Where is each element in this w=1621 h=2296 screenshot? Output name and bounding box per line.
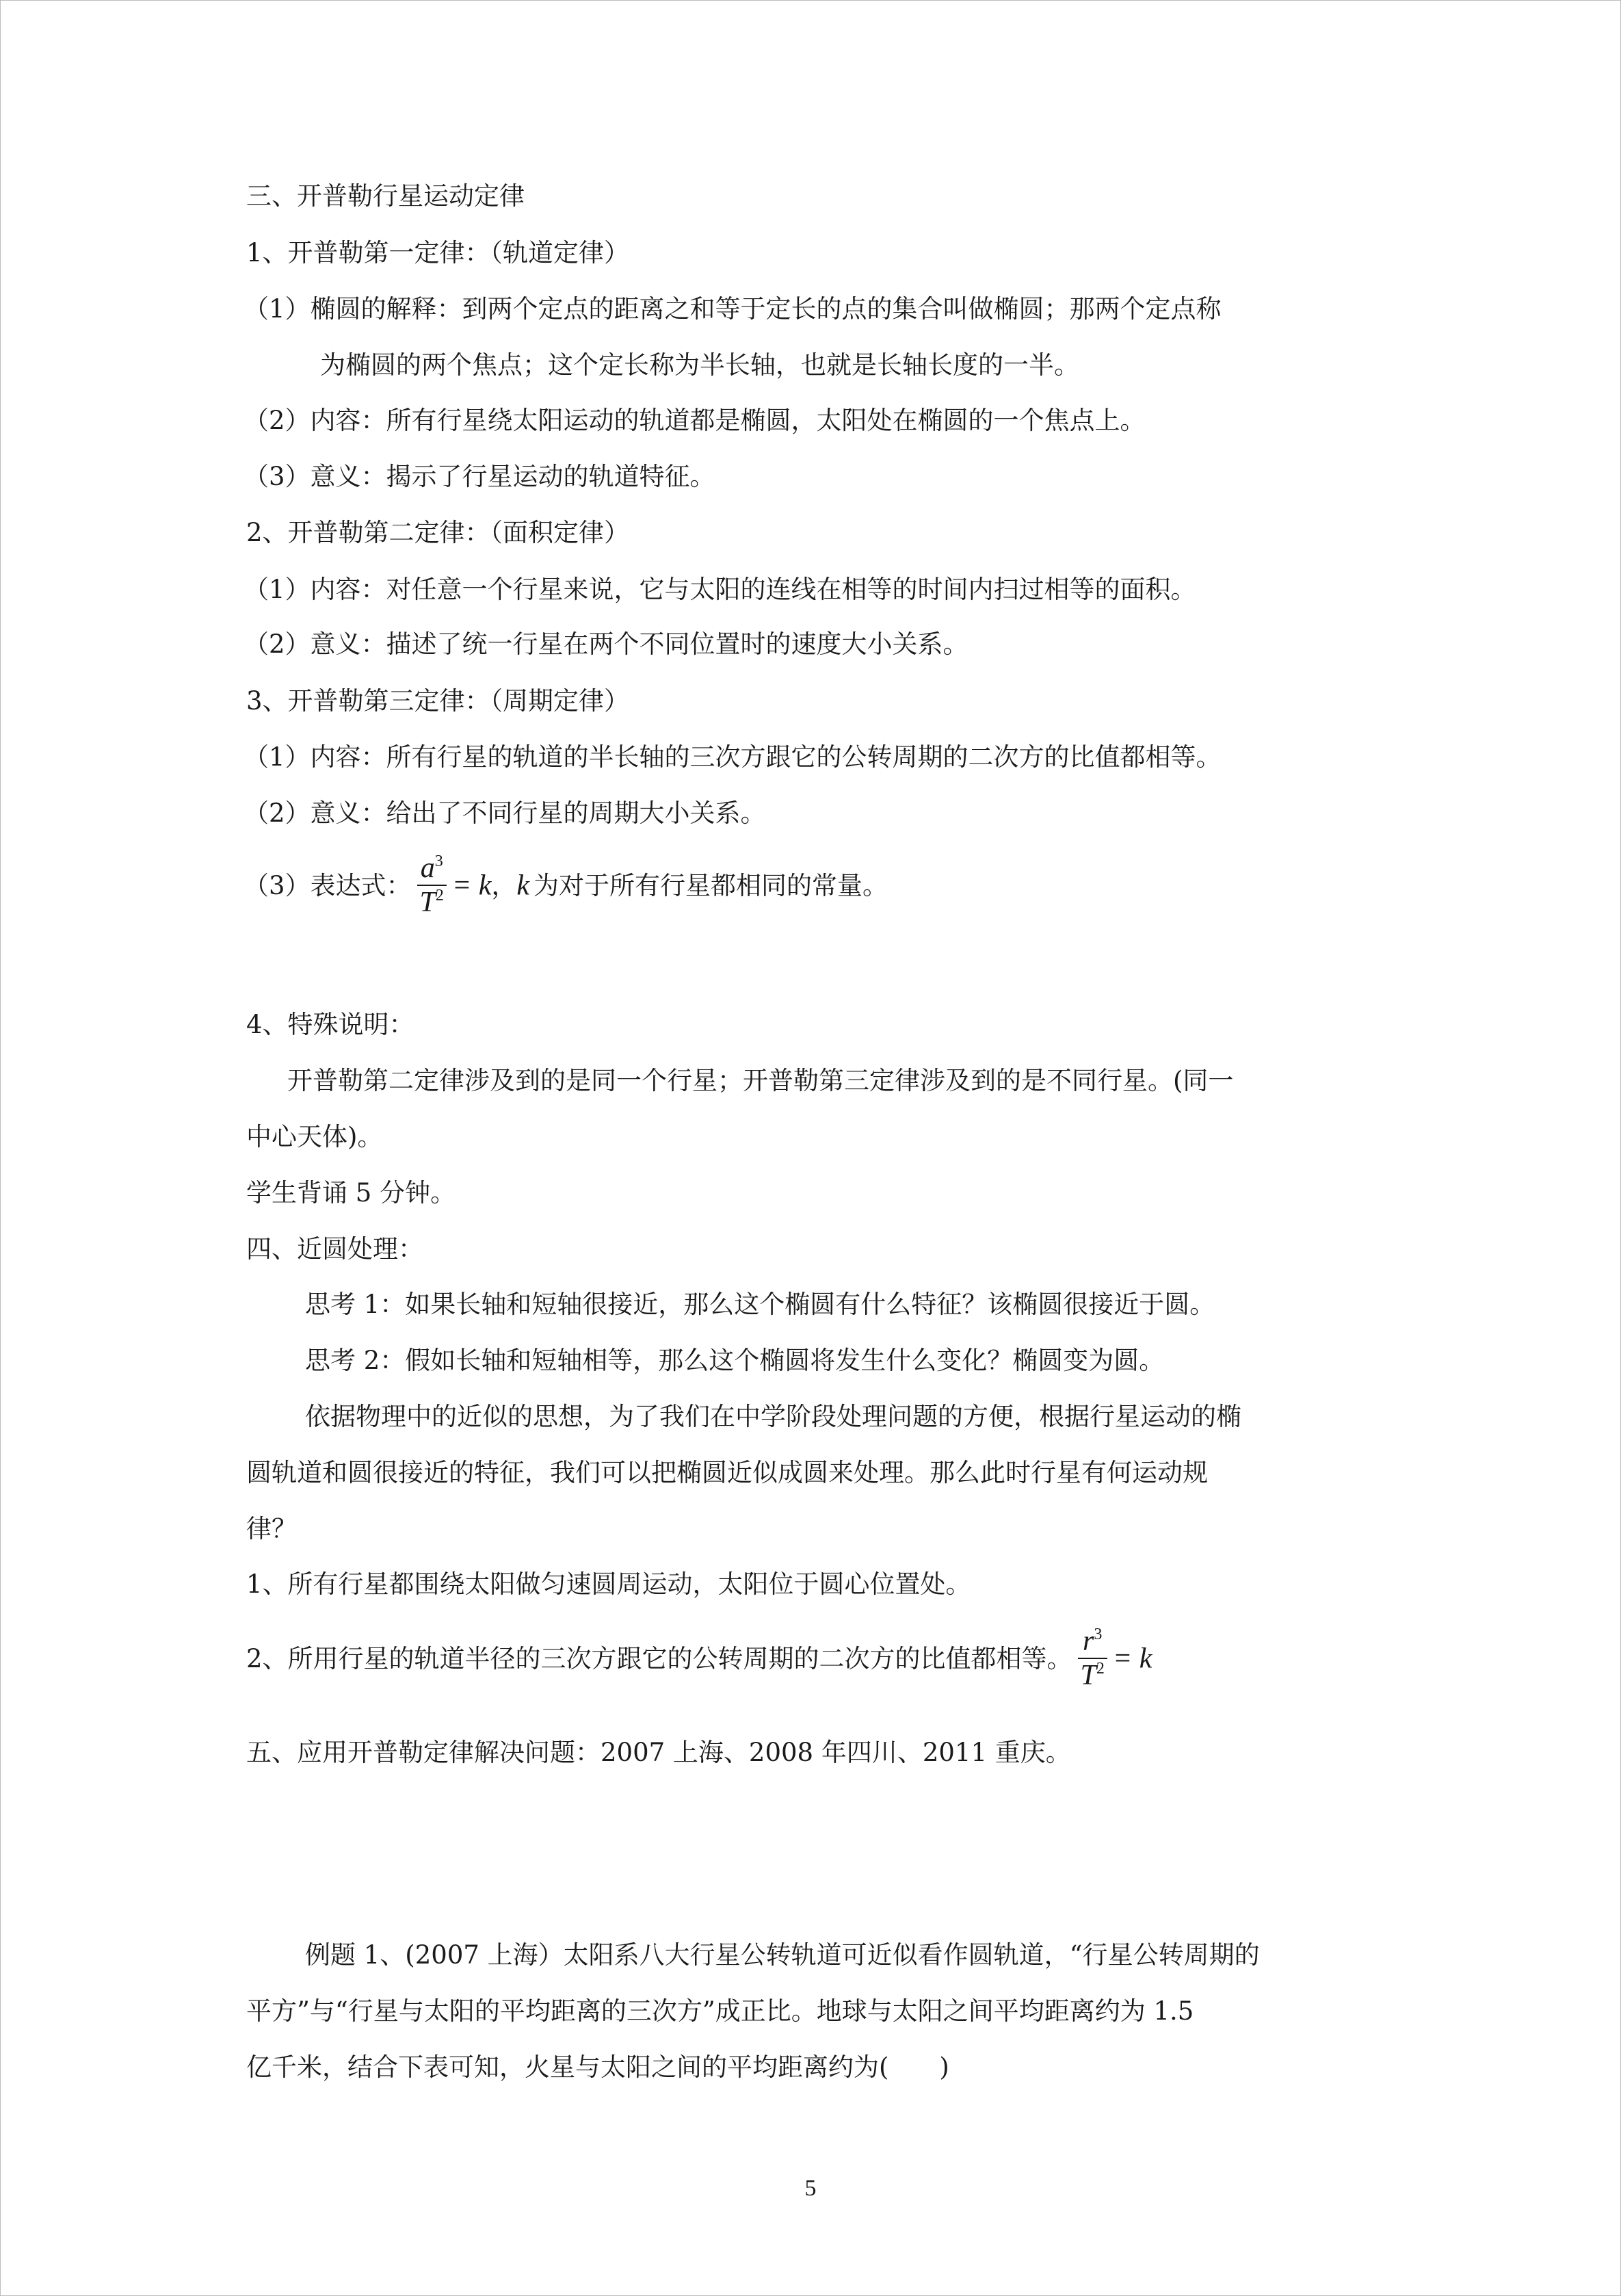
example-1-cont: 平方”与“行星与太阳的平均距离的三次方”成正比。地球与太阳之间平均距离约为 1.5 [246, 1996, 1194, 2026]
formula-denominator: $T^2$ [1080, 1660, 1105, 1692]
constant-k: k [516, 870, 530, 902]
recite-note: 学生背诵 5 分钟。 [246, 1178, 456, 1208]
section-5-heading: 五、应用开普勒定律解决问题：2007 上海、2008 年四川、2011 重庆。 [246, 1738, 1071, 1767]
law-3-item-3-prefix: （3）表达式： [243, 870, 412, 900]
law-2-item-1: （1）内容：对任意一个行星来说，它与太阳的连线在相等的时间内扫过相等的面积。 [243, 575, 1196, 604]
formula-equals-k: = k [1112, 1643, 1152, 1675]
approx-paragraph: 依据物理中的近似的思想，为了我们在中学阶段处理问题的方便，根据行星运动的椭 [305, 1402, 1241, 1431]
formula-numerator: $r^3$ [1078, 1625, 1107, 1659]
law-3-item-3-suffix: 为对于所有行星都相同的常量。 [533, 870, 888, 900]
law-3-heading: 3、开普勒第三定律：（周期定律） [246, 686, 630, 716]
circular-formula-fraction [1078, 1625, 1107, 1693]
section-3-heading: 三、开普勒行星运动定律 [246, 181, 525, 211]
law-1-heading: 1、开普勒第一定律：（轨道定律） [246, 238, 630, 268]
think-2: 思考 2：假如长轴和短轴相等，那么这个椭圆将发生什么变化？椭圆变为圆。 [305, 1346, 1165, 1375]
law-1-item-3: （3）意义：揭示了行星运动的轨道特征。 [243, 462, 715, 491]
formula-equals-k: = k [451, 870, 492, 902]
example-1: 例题 1、(2007 上海）太阳系八大行星公转轨道可近似看作圆轨道，“行星公转周期的 [305, 1940, 1260, 1970]
special-note-heading: 4、特殊说明： [246, 1010, 414, 1039]
page-number: 5 [804, 2176, 817, 2201]
law-1-item-2: （2）内容：所有行星绕太阳运动的轨道都是椭圆，太阳处在椭圆的一个焦点上。 [243, 406, 1146, 435]
law-3-item-3: （3）表达式： $\frac{a^3}{T^2}$ = k，k 为对于所有行星都相同的常量。 [243, 852, 888, 919]
special-note-text-cont: 中心天体)。 [246, 1122, 383, 1151]
special-note-text: 开普勒第二定律涉及到的是同一个行星；开普勒第三定律涉及到的是不同行星。(同一 [287, 1066, 1234, 1095]
law-3-item-1: （1）内容：所有行星的轨道的半长轴的三次方跟它的公转周期的二次方的比值都相等。 [243, 742, 1222, 772]
formula-denominator: $T^2$ [419, 887, 444, 919]
law-3-item-2: （2）意义：给出了不同行星的周期大小关系。 [243, 798, 766, 828]
circular-rule-2: 2、所用行星的轨道半径的三次方跟它的公转周期的二次方的比值都相等。 $\frac{r^3}{T^2}$ = k [246, 1626, 1152, 1692]
law-1-item-1-cont: 为椭圆的两个焦点；这个定长称为半长轴，也就是长轴长度的一半。 [320, 350, 1079, 380]
circular-rule-1: 1、所有行星都围绕太阳做匀速圆周运动，太阳位于圆心位置处。 [246, 1569, 971, 1599]
example-1-end: 亿千米，结合下表可知，火星与太阳之间的平均距离约为( ) [246, 2052, 949, 2082]
law-2-heading: 2、开普勒第二定律：（面积定律） [246, 518, 630, 547]
formula-numerator: $a^3$ [417, 852, 447, 886]
kepler-formula-fraction [417, 852, 447, 919]
think-1: 思考 1：如果长轴和短轴很接近，那么这个椭圆有什么特征？该椭圆很接近于圆。 [305, 1290, 1215, 1319]
approx-paragraph-cont: 圆轨道和圆很接近的特征，我们可以把椭圆近似成圆来处理。那么此时行星有何运动规 [246, 1458, 1208, 1487]
section-4-heading: 四、近圆处理： [246, 1234, 423, 1264]
law-1-item-1: （1）椭圆的解释：到两个定点的距离之和等于定长的点的集合叫做椭圆；那两个定点称 [243, 294, 1222, 324]
approx-paragraph-end: 律？ [246, 1514, 297, 1543]
law-2-item-2: （2）意义：描述了统一行星在两个不同位置时的速度大小关系。 [243, 629, 968, 659]
